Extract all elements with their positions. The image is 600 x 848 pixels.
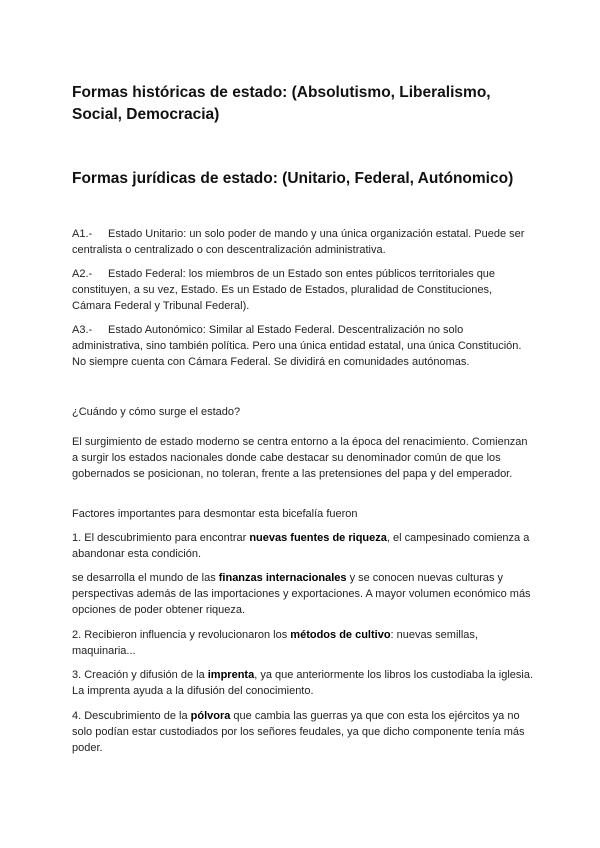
item-text: Estado Federal: los miembros de un Estado son entes públicos territoriales que constituyen, a su vez, Estado. Es un Estado de Estados, pluralidad de Constituciones, Cámara Federal y Tribunal Federal).: [72, 268, 496, 312]
factor-keyword: métodos de cultivo: [290, 629, 391, 641]
factor-text: 4. Descubrimiento de la: [72, 710, 191, 722]
factor-text: , el campesinado comienza a abandonar esta condición.: [72, 532, 530, 560]
factor-text: y se conocen nuevas culturas y perspectivas además de las importaciones y exportaciones. A mayor volumen económico más opciones de poder obtener riqueza.: [72, 572, 531, 616]
heading-historic-forms: Formas históricas de estado: (Absolutismo, Liberalismo, Social, Democracia): [72, 84, 491, 123]
item-text: Estado Unitario: un solo poder de mando y una única organización estatal. Puede ser centralista o centralizado o con descentralización administrativa.: [72, 228, 525, 256]
list-item: [72, 322, 534, 370]
factor-paragraph: [72, 708, 534, 756]
factor-text: , ya que anteriormente los libros los custodiaba la iglesia. La imprenta ayuda a la difusión del conocimiento.: [72, 669, 534, 697]
factor-paragraph: [72, 570, 534, 618]
item-label: A1.-: [72, 228, 93, 240]
factor-keyword: nuevas fuentes de riqueza: [249, 532, 387, 544]
section-question: ¿Cuándo y cómo surge el estado?: [72, 406, 241, 418]
item-label: A2.-: [72, 268, 93, 280]
factor-text: 1. El descubrimiento para encontrar: [72, 532, 250, 544]
factor-text: : nuevas semillas, maquinaria...: [72, 629, 478, 657]
list-item: [72, 266, 534, 314]
intro-paragraph: El surgimiento de estado moderno se centra entorno a la época del renacimiento. Comienzan a surgir los estados nacionales donde cabe destacar su denominador común de que los gobernados se posicionan, no toleran, frente a las pretensiones del papa y del emperador.: [72, 436, 528, 480]
heading-legal-forms: Formas jurídicas de estado: (Unitario, Federal, Autónomico): [72, 170, 514, 187]
factor-text: 3. Creación y difusión de la: [72, 669, 208, 681]
factor-text: se desarrolla el mundo de las: [72, 572, 219, 584]
factor-text: 2. Recibieron influencia y revolucionaron los: [72, 629, 291, 641]
factor-paragraph: [72, 627, 534, 659]
item-text: Estado Autonómico: Similar al Estado Federal. Descentralización no solo administrativa, sino también política. Pero una única entidad estatal, una única Constitución. No siempre cuenta con Cámara Federal. Se dividirá en comunidades autónomas.: [72, 324, 522, 368]
factor-text: que cambia las guerras ya que con esta los ejércitos ya no solo podían estar custodiados por los señores feudales, ya que dicho componente tenía más poder.: [72, 710, 525, 754]
factors-intro: Factores importantes para desmontar esta bicefalía fueron: [72, 508, 358, 520]
item-label: A3.-: [72, 324, 93, 336]
factor-keyword: finanzas internacionales: [218, 572, 347, 584]
factor-keyword: pólvora: [190, 710, 231, 722]
list-item: [72, 226, 534, 258]
factor-paragraph: [72, 530, 534, 562]
factor-keyword: imprenta: [207, 669, 255, 681]
factor-paragraph: [72, 667, 534, 699]
